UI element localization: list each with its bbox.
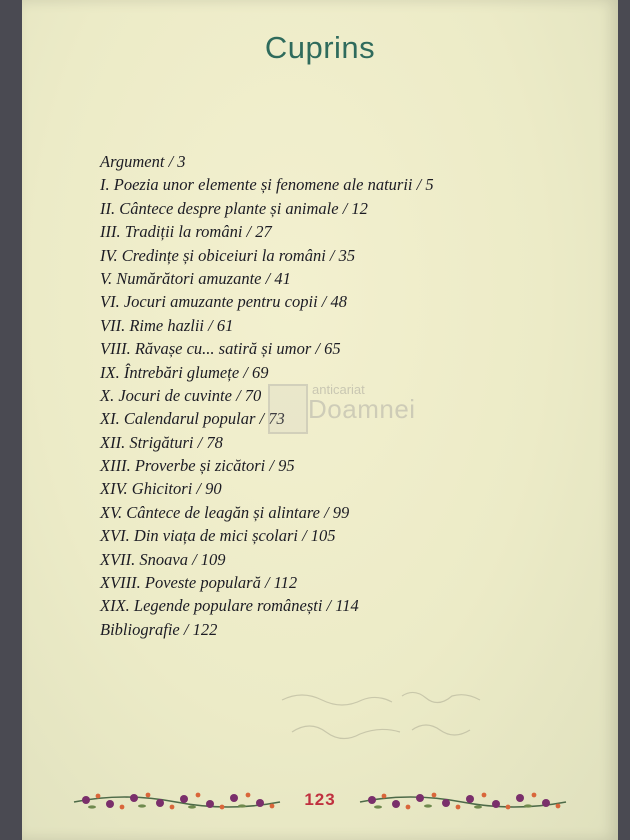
toc-entry: X. Jocuri de cuvinte / 70 [100,385,262,405]
toc-entry: IV. Credințe și obiceiuri la români / 35 [100,245,356,265]
toc-entry: VII. Rime hazlii / 61 [100,315,234,335]
toc-entry: Bibliografie / 122 [100,619,218,639]
page-number: 123 [304,790,336,809]
toc-entry: VI. Jocuri amuzante pentru copii / 48 [100,292,348,312]
toc-entry: XVI. Din viața de mici școlari / 105 [100,526,336,546]
toc-entry: XIV. Ghicitori / 90 [100,479,222,499]
floral-garland-left-icon [72,788,282,814]
watermark-big-text: Doamnei [308,394,416,424]
toc-entry: II. Cântece despre plante și animale / 12 [100,198,368,218]
toc-entry: XIII. Proverbe și zicători / 95 [100,456,295,476]
floral-garland-right-icon [358,788,568,814]
toc-entry: XI. Calendarul popular / 73 [100,409,285,429]
toc-entry: VIII. Răvașe cu... satiră și umor / 65 [100,339,341,359]
toc-entry: IX. Întrebări glumețe / 69 [100,362,269,382]
toc-entry: I. Poezia unor elemente și fenomene ale naturii / 5 [100,175,434,195]
page-title: Cuprins [264,30,376,65]
toc-entry: Argument / 3 [100,152,186,171]
toc-entry: V. Numărători amuzante / 41 [100,268,291,288]
toc-entry: XII. Strigături / 78 [100,432,223,452]
toc-entry: III. Tradiții la români / 27 [100,222,272,242]
toc-entry: XIX. Legende populare românești / 114 [100,596,359,616]
page-footer [22,784,618,820]
watermark-logo [268,380,448,450]
toc-entry: XV. Cântece de leagăn și alintare / 99 [100,502,350,522]
faint-pencil-marks [262,670,532,760]
toc-entry: XVII. Snoava / 109 [100,549,226,569]
book-stack-icon [268,384,308,434]
book-page [22,0,618,840]
toc-entry: XVIII. Poveste populară / 112 [100,573,298,593]
watermark-small-text: anticariat [312,382,365,397]
